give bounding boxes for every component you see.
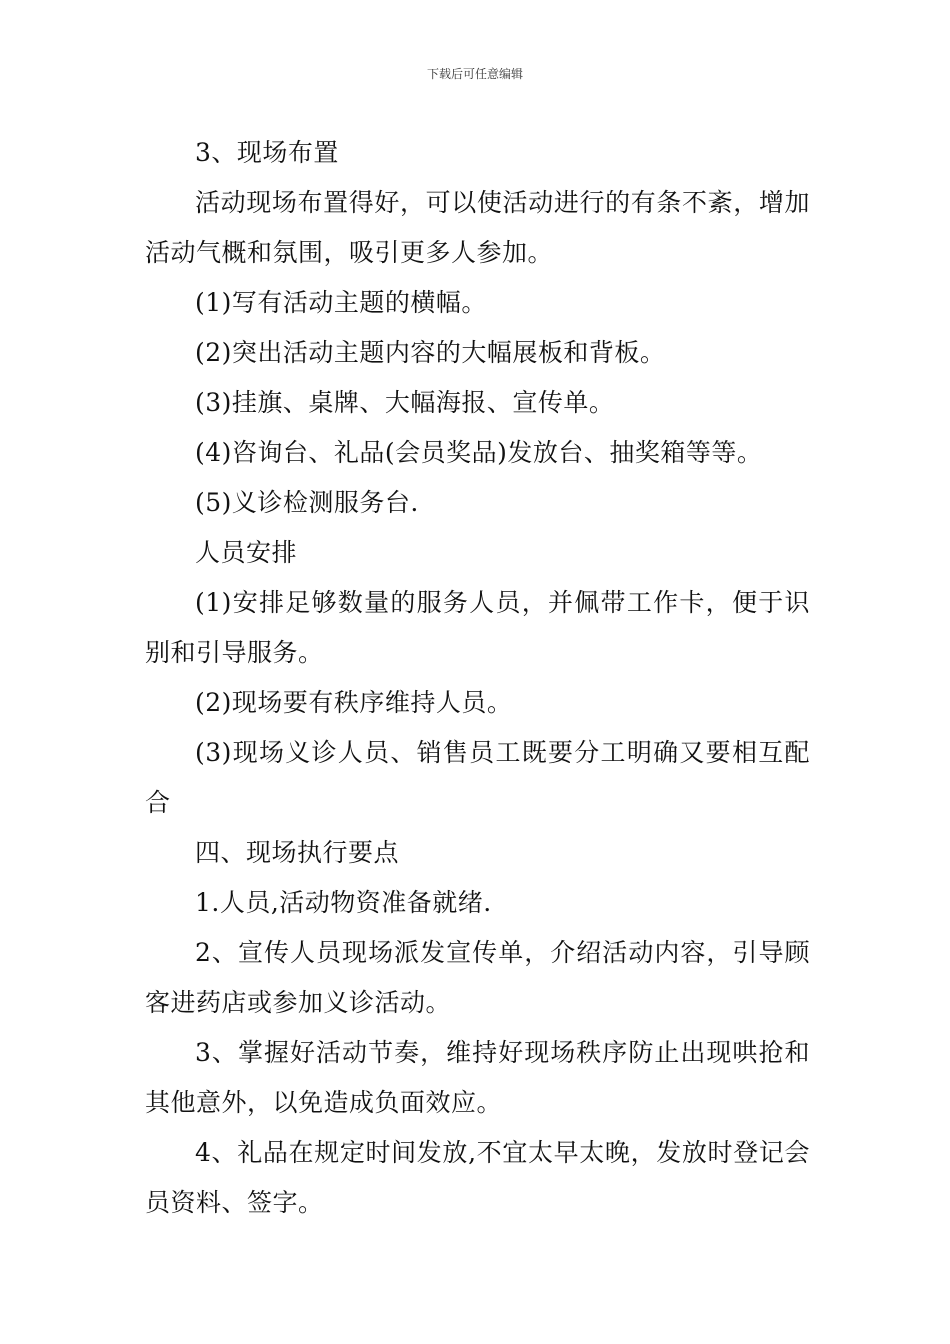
section-heading-site-layout: 3、现场布置 [195,138,339,167]
section-heading-staffing: 人员安排 [195,538,298,567]
list-item: (2)突出活动主题内容的大幅展板和背板。 [195,338,666,367]
list-item: (1)安排足够数量的服务人员，并佩带工作卡，便于识别和引导服务。 [145,588,810,667]
list-item: (4)咨询台、礼品(会员奖品)发放台、抽奖箱等等。 [195,438,763,467]
list-item: (3)现场义诊人员、销售员工既要分工明确又要相互配合 [145,738,810,817]
list-item: 1.人员,活动物资准备就绪. [195,888,492,917]
section-heading-execution-points: 四、现场执行要点 [195,838,400,867]
list-item: 3、掌握好活动节奏，维持好现场秩序防止出现哄抢和其他意外，以免造成负面效应。 [145,1038,810,1117]
list-item: (3)挂旗、桌牌、大幅海报、宣传单。 [195,388,615,417]
page-header: 下载后可任意编辑 [426,67,523,81]
list-item: 2、宣传人员现场派发宣传单，介绍活动内容，引导顾客进药店或参加义诊活动。 [145,938,810,1017]
document-body [145,128,810,1228]
paragraph: 活动现场布置得好，可以使活动进行的有条不紊，增加活动气概和氛围，吸引更多人参加。 [145,188,810,267]
list-item: 4、礼品在规定时间发放,不宜太早太晚，发放时登记会员资料、签字。 [145,1138,810,1217]
list-item: (2)现场要有秩序维持人员。 [195,688,513,717]
list-item: (1)写有活动主题的横幅。 [195,288,487,317]
list-item: (5)义诊检测服务台. [195,488,419,517]
